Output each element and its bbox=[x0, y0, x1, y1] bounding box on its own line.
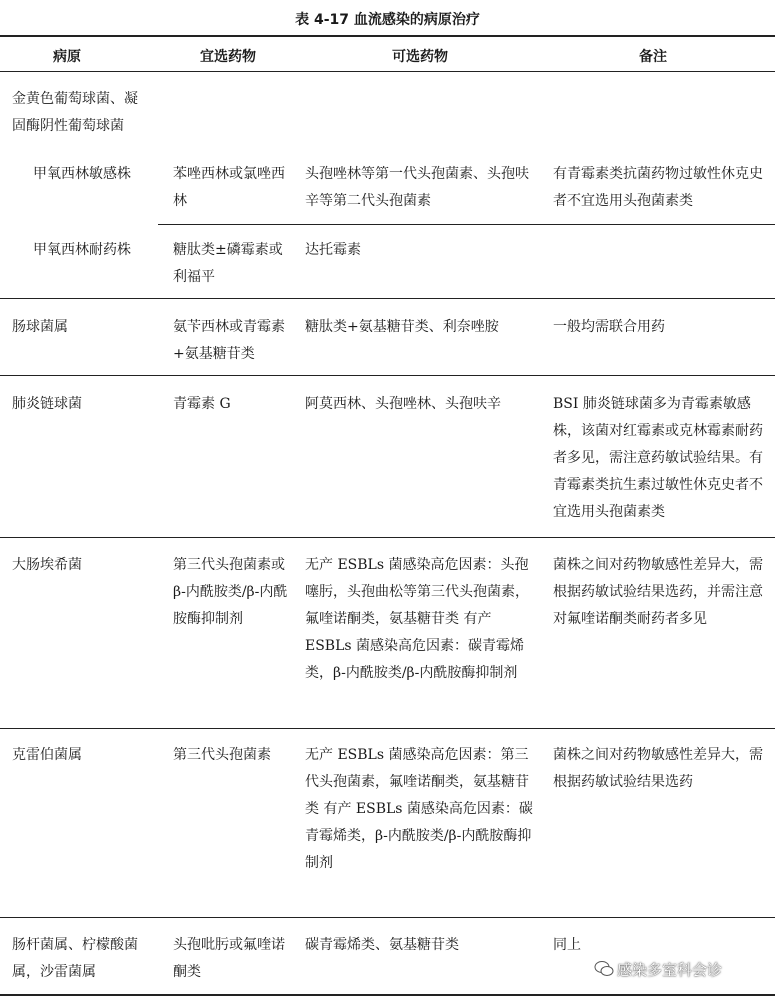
watermark-text: 感染多室科会诊 bbox=[617, 961, 723, 979]
note-cell: 一般均需联合用药 bbox=[553, 319, 665, 335]
pathogen-cell: 甲氧西林敏感株 bbox=[33, 166, 131, 182]
preferred-cell: 头孢吡肟或氟喹诺酮类 bbox=[173, 937, 285, 980]
note-cell: BSI 肺炎链球菌多为青霉素敏感株，该菌对红霉素或克林霉素耐药者多见，需注意药敏试验结果。有青霉素类抗生素过敏性休克史者不宜选用头孢菌素类 bbox=[553, 396, 763, 520]
note-cell: 菌株之间对药物敏感性差异大，需根据药敏试验结果选药 bbox=[553, 747, 763, 790]
alternative-cell: 无产 ESBLs 菌感染高危因素：头孢噻肟，头孢曲松等第三代头孢菌素，氟喹诺酮类，氨基糖苷类 有产 ESBLs 菌感染高危因素：碳青霉烯类，β-内酰胺类/β-内酰胺酶抑制剂 bbox=[305, 557, 529, 681]
preferred-cell: 第三代头孢菌素 bbox=[173, 747, 271, 763]
header-rule bbox=[0, 71, 775, 72]
pathogen-cell: 肠球菌属 bbox=[12, 319, 68, 335]
row-divider bbox=[158, 224, 775, 225]
note-cell: 菌株之间对药物敏感性差异大，需根据药敏试验结果选药，并需注意对氟喹诺酮类耐药者多见 bbox=[553, 557, 763, 627]
wechat-icon bbox=[594, 960, 614, 977]
pathogen-cell: 肺炎链球菌 bbox=[12, 396, 82, 412]
row-divider bbox=[0, 298, 775, 299]
row-divider bbox=[0, 917, 775, 918]
preferred-cell: 第三代头孢菌素或β-内酰胺类/β-内酰胺酶抑制剂 bbox=[173, 557, 288, 627]
alternative-cell: 头孢唑林等第一代头孢菌素、头孢呋辛等第二代头孢菌素 bbox=[305, 166, 529, 209]
note-cell: 同上 bbox=[553, 937, 581, 953]
preferred-cell: 氨苄西林或青霉素+氨基糖苷类 bbox=[173, 319, 285, 362]
header-alternative: 可选药物 bbox=[392, 49, 448, 65]
pathogen-cell: 甲氧西林耐药株 bbox=[33, 242, 131, 258]
note-cell: 有青霉素类抗菌药物过敏性休克史者不宜选用头孢菌素类 bbox=[553, 166, 763, 209]
alternative-cell: 达托霉素 bbox=[305, 242, 361, 258]
alternative-cell: 碳青霉烯类、氨基糖苷类 bbox=[305, 937, 459, 953]
row-divider bbox=[0, 728, 775, 729]
header-preferred: 宜选药物 bbox=[200, 49, 256, 65]
table-title: 表 4-17 血流感染的病原治疗 bbox=[295, 12, 480, 28]
preferred-cell: 苯唑西林或氯唑西林 bbox=[173, 166, 285, 209]
header-pathogen: 病原 bbox=[53, 49, 81, 65]
row-divider bbox=[0, 537, 775, 538]
pathogen-cell: 克雷伯菌属 bbox=[12, 747, 82, 763]
table-top-rule bbox=[0, 35, 775, 37]
pathogen-cell: 肠杆菌属、柠檬酸菌属，沙雷菌属 bbox=[12, 937, 138, 980]
table-bottom-rule bbox=[0, 994, 775, 996]
row-divider bbox=[0, 375, 775, 376]
header-note: 备注 bbox=[639, 49, 667, 65]
alternative-cell: 阿莫西林、头孢唑林、头孢呋辛 bbox=[305, 396, 501, 412]
pathogen-cell: 金黄色葡萄球菌、凝固酶阴性葡萄球菌 bbox=[12, 91, 138, 134]
alternative-cell: 无产 ESBLs 菌感染高危因素：第三代头孢菌素，氟喹诺酮类，氨基糖苷类 有产 ESBLs 菌感染高危因素：碳青霉烯类，β-内酰胺类/β-内酰胺酶抑制剂 bbox=[305, 747, 533, 871]
alternative-cell: 糖肽类+氨基糖苷类、利奈唑胺 bbox=[305, 319, 499, 335]
pathogen-cell: 大肠埃希菌 bbox=[12, 557, 82, 573]
preferred-cell: 糖肽类±磷霉素或利福平 bbox=[173, 242, 283, 285]
preferred-cell: 青霉素 G bbox=[173, 396, 231, 412]
